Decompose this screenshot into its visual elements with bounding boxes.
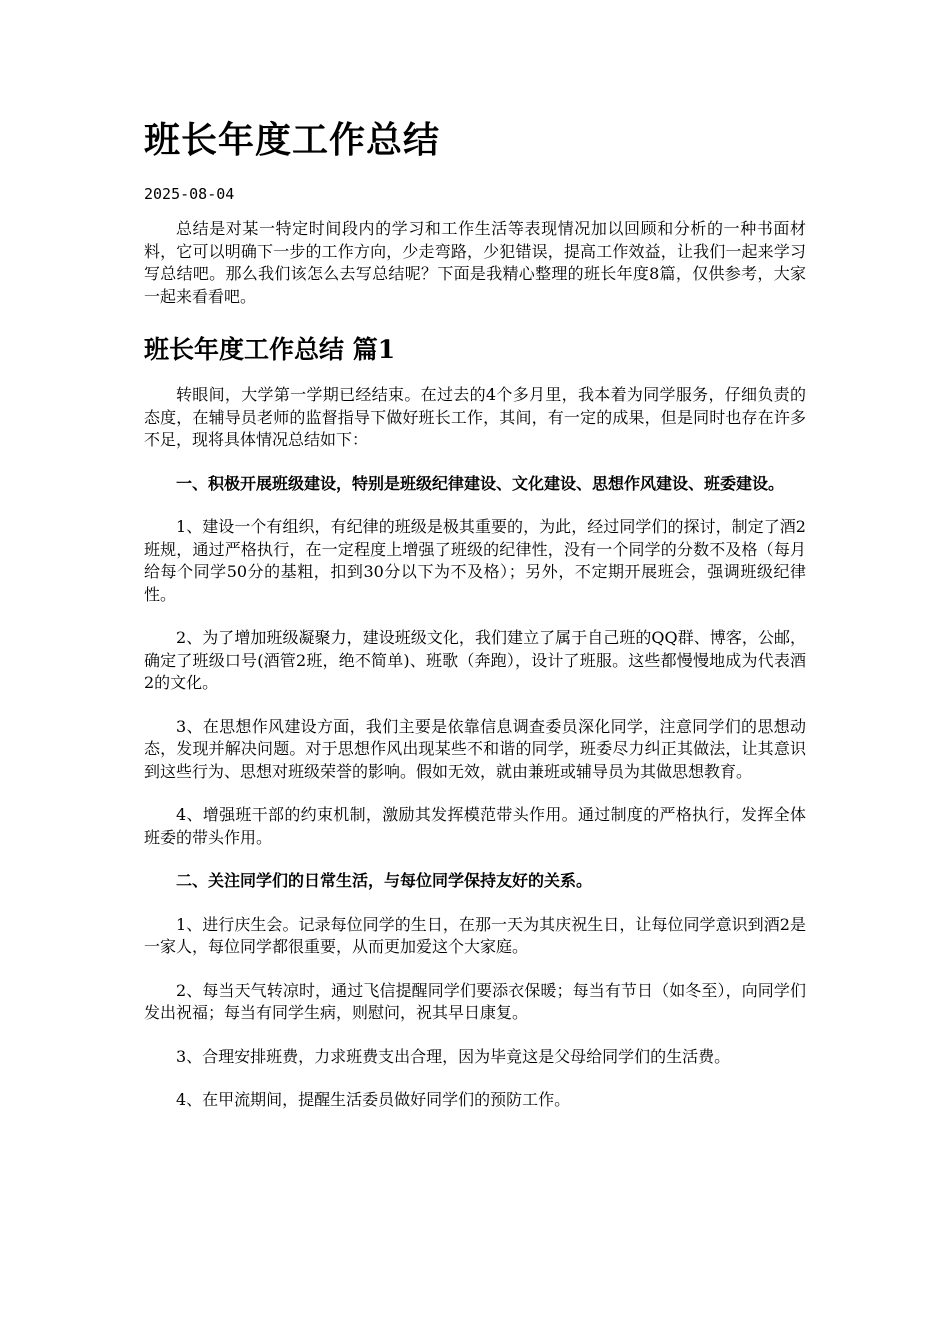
intro-paragraph: 总结是对某一特定时间段内的学习和工作生活等表现情况加以回顾和分析的一种书面材料，它可以明确下一步的工作方向，少走弯路，少犯错误，提高工作效益，让我们一起来学习写总结吧。那么我们该怎么去写总结呢？下面是我精心整理的班长年度8篇，仅供参考，大家一起来看看吧。 — [144, 219, 806, 306]
document-title: 班长年度工作总结 — [144, 119, 441, 161]
body-paragraph: 3、合理安排班费，力求班费支出合理，因为毕竟这是父母给同学们的生活费。 — [176, 1046, 731, 1066]
document-page — [144, 112, 806, 1112]
subheading-1: 一、积极开展班级建设，特别是班级纪律建设、文化建设、思想作风建设、班委建设。 — [176, 473, 785, 493]
subheading-2: 二、关注同学们的日常生活，与每位同学保持友好的关系。 — [176, 871, 593, 890]
body-paragraph: 4、在甲流期间，提醒生活委员做好同学们的预防工作。 — [176, 1090, 571, 1109]
body-paragraph: 2、每当天气转凉时，通过飞信提醒同学们要添衣保暖；每当有节日（如冬至），向同学们发出祝福；每当有同学生病，则慰问，祝其早日康复。 — [144, 980, 806, 1022]
body-paragraph: 2、为了增加班级凝聚力，建设班级文化，我们建立了属于自己班的QQ群、博客，公邮，确定了班级口号(酒管2班，绝不简单)、班歌（奔跑），设计了班服。这些都慢慢地成为代表酒2的文化。 — [144, 628, 806, 692]
body-paragraph: 1、建设一个有组织，有纪律的班级是极其重要的，为此，经过同学们的探讨，制定了酒2班规，通过严格执行，在一定程度上增强了班级的纪律性，没有一个同学的分数不及格（每月给每个同学50分的基粗，扣到30分以下为不及格）；另外，不定期开展班会，强调班级纪律性。 — [144, 517, 806, 604]
section-title: 班长年度工作总结 篇1 — [144, 335, 396, 364]
publish-date: 2025-08-04 — [144, 185, 235, 203]
opening-paragraph: 转眼间，大学第一学期已经结束。在过去的4个多月里，我本着为同学服务，仔细负责的态度，在辅导员老师的监督指导下做好班长工作，其间，有一定的成果，但是同时也存在许多不足，现将具体情况总结如下： — [144, 385, 806, 449]
body-paragraph: 3、在思想作风建设方面，我们主要是依靠信息调查委员深化同学，注意同学们的思想动态，发现并解决问题。对于思想作风出现某些不和谐的同学，班委尽力纠正其做法，让其意识到这些行为、思想对班级荣誉的影响。假如无效，就由兼班或辅导员为其做思想教育。 — [144, 716, 806, 781]
body-paragraph: 1、进行庆生会。记录每位同学的生日，在那一天为其庆祝生日，让每位同学意识到酒2是一家人，每位同学都很重要，从而更加爱这个大家庭。 — [144, 914, 806, 956]
body-paragraph: 4、增强班干部的约束机制，激励其发挥模范带头作用。通过制度的严格执行，发挥全体班委的带头作用。 — [144, 805, 806, 847]
